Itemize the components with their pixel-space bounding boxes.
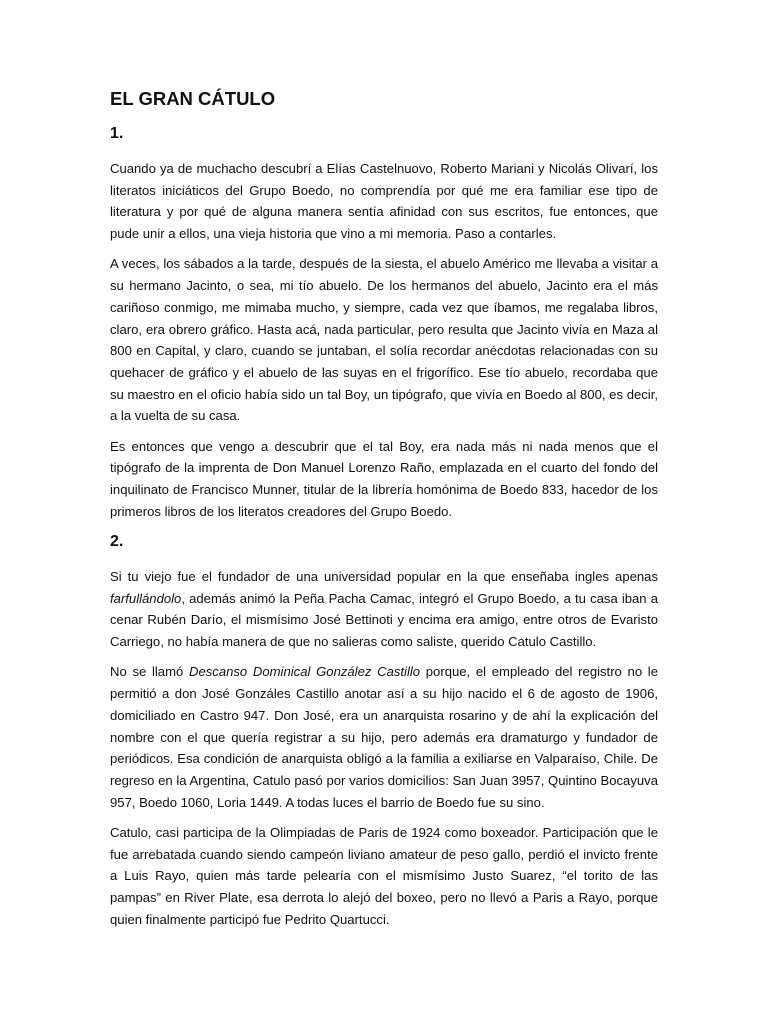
section-1-paragraph-3: Es entonces que vengo a descubrir que el tal Boy, era nada más ni nada menos que el tipógrafo de la imprenta de Don Manuel Lorenzo Raño, emplazada en el cuarto del fondo del inquilinato de Francisco Munner, titular de la librería homónima de Boedo 833, hacedor de los primeros libros de los literatos creadores del Grupo Boedo. [110, 438, 658, 519]
section-1-heading: 1. [110, 125, 124, 142]
document-title: EL GRAN CÁTULO [110, 88, 276, 109]
section-2-paragraph-1 [110, 566, 658, 653]
document-page [110, 86, 658, 939]
italic-name: Descanso Dominical González Castillo [188, 664, 421, 680]
section-2-paragraph-3: Catulo, casi participa de la Olimpiadas de Paris de 1924 como boxeador. Participación que le fue arrebatada cuando siendo campeón liviano amateur de peso gallo, perdió el invicto frente a Luis Rayo, quien más tarde pelearía con el mismísimo Justo Suarez, “el torito de las pampas” en River Plate, esa derrota lo alejó del boxeo, pero no llevó a Paris a Rayo, porque quien finalmente participó fue Pedrito Quartucci. [110, 824, 658, 927]
section-2-paragraph-2 [110, 661, 658, 813]
section-1-paragraph-2: A veces, los sábados a la tarde, después de la siesta, el abuelo Américo me llevaba a visitar a su hermano Jacinto, o sea, mi tío abuelo. De los hermanos del abuelo, Jacinto era el más cariñoso conmigo, me mimaba mucho, y siempre, cada vez que íbamos, me regalaba libros, claro, era obrero gráfico. Hasta acá, nada particular, pero resulta que Jacinto vivía en Maza al 800 en Capital, y claro, cuando se juntaban, el solía recordar anécdotas relacionadas con su quehacer de gráfico y el abuelo de las suyas en el frigorífico. Ese tío abuelo, recordaba que su maestro en el oficio había sido un tal Boy, un tipógrafo, que vivía en Boedo al 800, es decir, a la vuelta de su casa. [110, 256, 658, 424]
paragraph-text: porque, el empleado del registro no le permitió a don José Gonzáles Castillo anotar así a su hijo nacido el 6 de agosto de 1906, domiciliado en Castro 947. Don José, era un anarquista rosarino y de ahí la explicación del nombre con el que quería registrar a su hijo, pero además era dramaturgo y fundador de periódicos. Esa condición de anarquista obligó a la familia a exiliarse en Valparaíso, Chile. De regreso en la Argentina, Catulo pasó por varios domicilios: San Juan 3957, Quintino Bocayuva 957, Boedo 1060, Loria 1449. A todas luces el barrio de Boedo fue su sino. [110, 664, 658, 810]
paragraph-text: Si tu viejo fue el fundador de una universidad popular en la que enseñaba ingles apenas [110, 569, 658, 585]
paragraph-text: , además animó la Peña Pacha Camac, integró el Grupo Boedo, a tu casa iban a cenar Rubén Darío, el mismísimo José Bettinoti y encima era amigo, entre otros de Evaristo Carriego, no había manera de que no salieras como saliste, querido Catulo Castillo. [110, 590, 658, 650]
paragraph-text: No se llamó [110, 664, 189, 680]
section-1-paragraph-1: Cuando ya de muchacho descubrí a Elías Castelnuovo, Roberto Mariani y Nicolás Olivarí, los literatos iniciáticos del Grupo Boedo, no comprendía por qué me era familiar ese tipo de literatura y por qué de alguna manera sentía afinidad con sus escritos, fue entonces, que pude unir a ellos, una vieja historia que vino a mi memoria. Paso a contarles. [110, 161, 658, 242]
italic-word: farfullándolo [110, 590, 182, 606]
section-2-heading: 2. [110, 533, 124, 551]
